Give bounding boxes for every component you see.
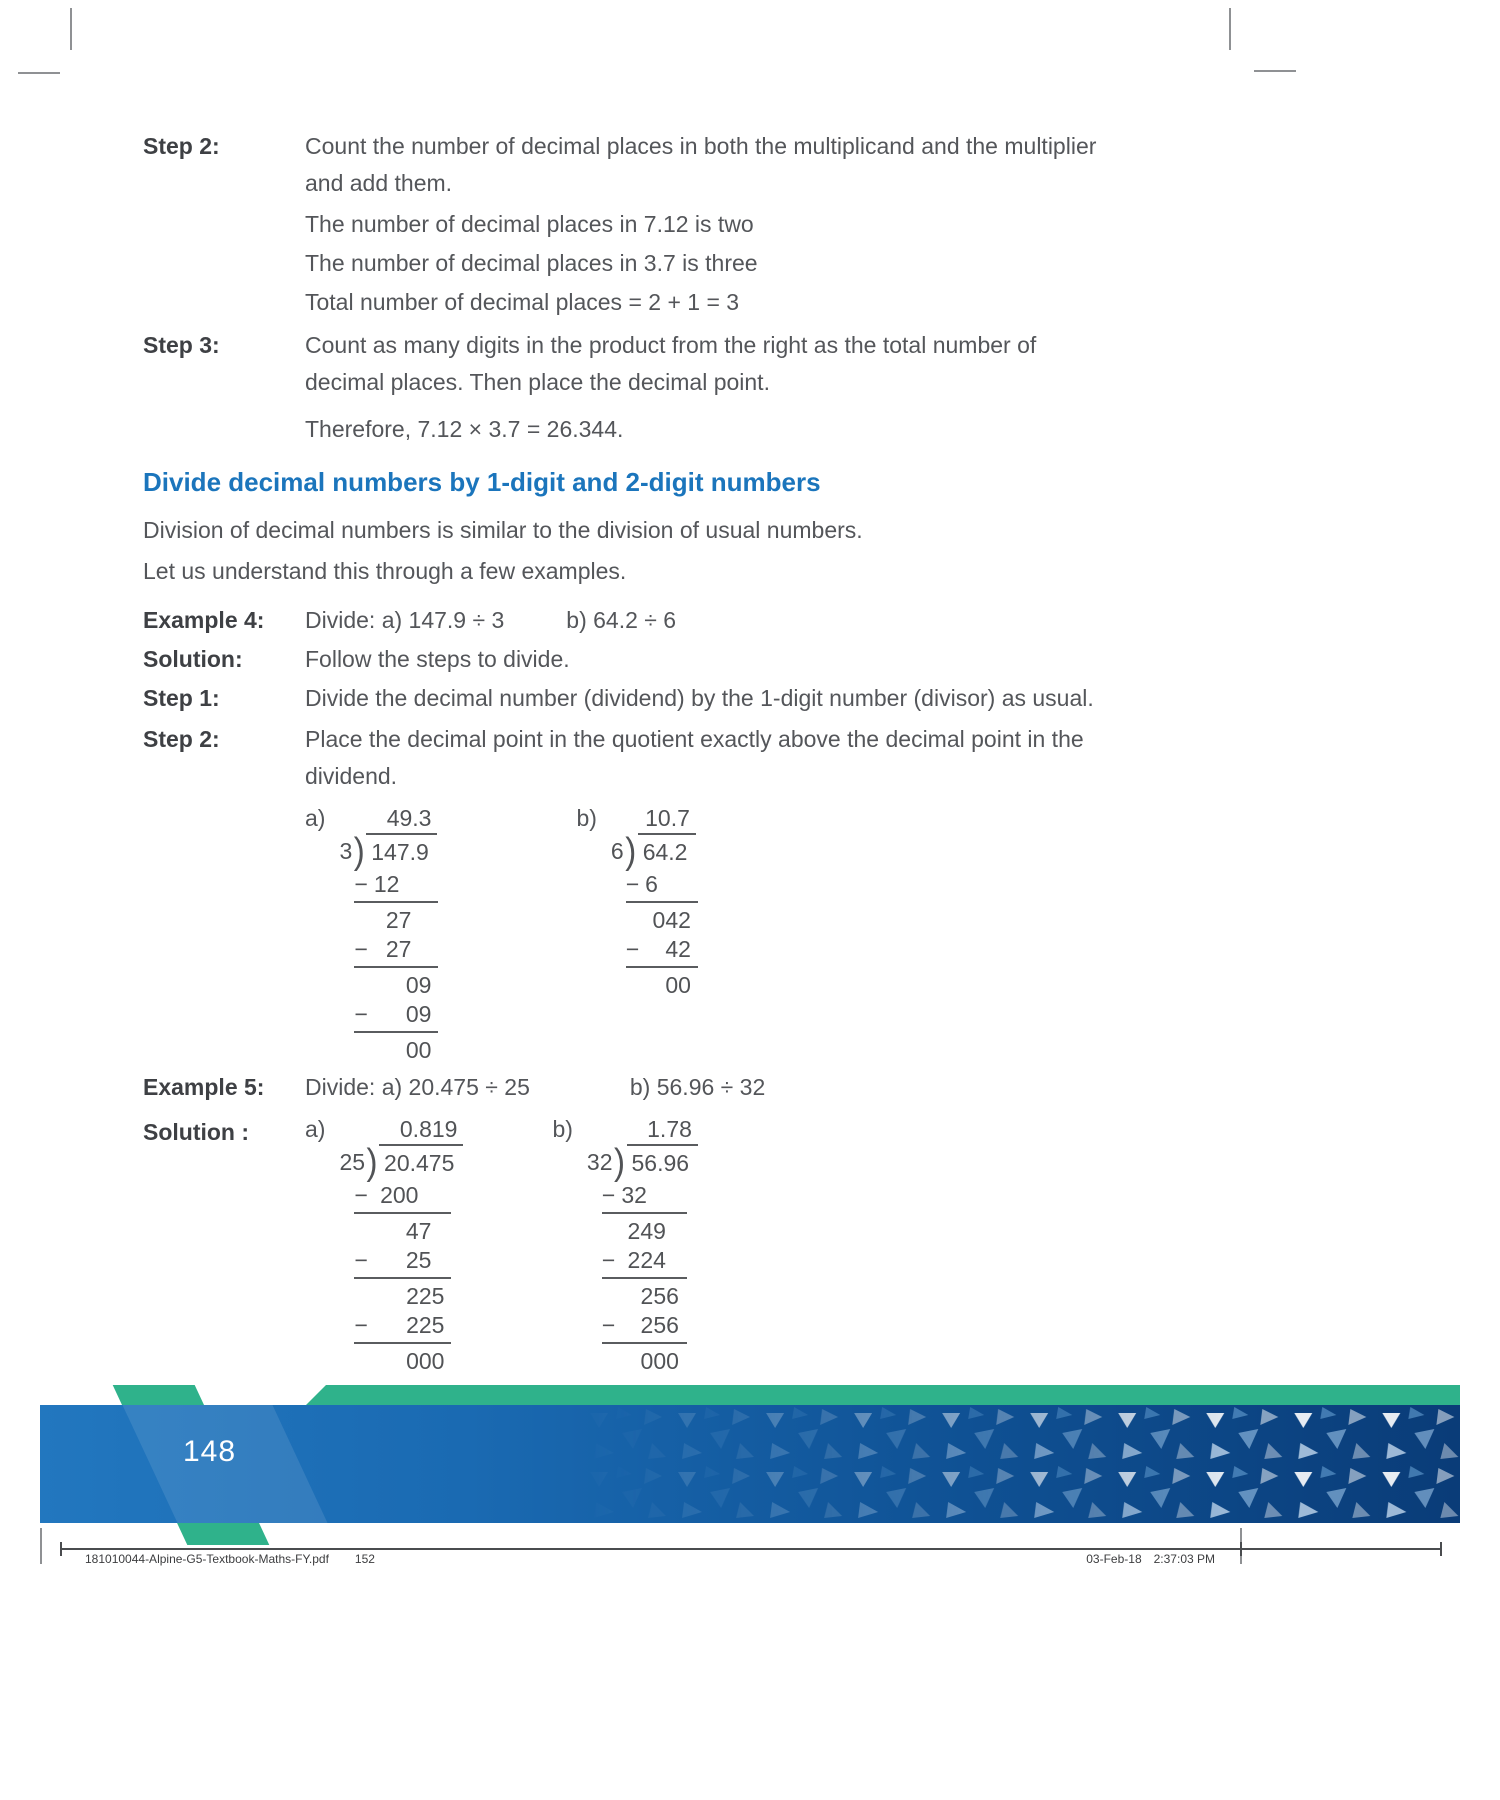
minus-sign: − bbox=[354, 1247, 368, 1273]
item-label-a: a) bbox=[305, 805, 326, 831]
example4-prompt-a: Divide: a) 147.9 ÷ 3 bbox=[305, 607, 505, 633]
long-division-ex5b bbox=[587, 1114, 698, 1376]
division-step1-label: Step 1: bbox=[143, 685, 220, 711]
minus-sign: − bbox=[354, 1182, 368, 1208]
print-time: 2:37:03 PM bbox=[1153, 1552, 1215, 1566]
step-number: 042 bbox=[652, 907, 691, 933]
subtraction-rule bbox=[354, 1031, 438, 1033]
divisor-dividend-row bbox=[610, 829, 698, 872]
solution5-label: Solution : bbox=[143, 1119, 250, 1145]
dividend: 147.9 bbox=[366, 833, 437, 870]
example5-prompt-a: Divide: a) 20.475 ÷ 25 bbox=[305, 1074, 530, 1100]
step2-text: Count the number of decimal places in both the multiplicand and the multiplier and add them. bbox=[305, 133, 1097, 196]
document-page-marker: 152 bbox=[354, 1552, 375, 1566]
example5-label: Example 5: bbox=[143, 1074, 265, 1100]
step-row bbox=[626, 906, 698, 935]
footer-tick bbox=[1440, 1542, 1442, 1556]
quotient: 10.7 bbox=[645, 805, 690, 831]
intro-line-2: Let us understand this through a few examples. bbox=[143, 558, 627, 584]
solution-label: Solution: bbox=[143, 646, 243, 672]
minus-sign: − bbox=[601, 1247, 616, 1273]
step-row bbox=[602, 1347, 687, 1376]
quotient-row bbox=[611, 803, 698, 833]
division-ex4a bbox=[305, 803, 438, 1065]
conclusion: Therefore, 7.12 × 3.7 = 26.344. bbox=[305, 416, 624, 442]
dividend: 64.2 bbox=[638, 833, 696, 870]
division-step2-text: Place the decimal point in the quotient exactly above the decimal point in the dividend. bbox=[305, 726, 1084, 789]
long-division-ex5a bbox=[339, 1114, 463, 1376]
step-row bbox=[354, 1282, 451, 1311]
example5-prompt-b: b) 56.96 ÷ 32 bbox=[629, 1074, 766, 1100]
divisor-dividend-row bbox=[586, 1140, 698, 1183]
quotient: 0.819 bbox=[399, 1116, 458, 1142]
divisor: 32 bbox=[586, 1149, 613, 1175]
crop-mark bbox=[18, 72, 60, 74]
example4-solution-row bbox=[143, 641, 1293, 678]
subtraction-rule bbox=[602, 1277, 687, 1279]
division-bracket-icon: ) bbox=[366, 1140, 378, 1183]
step-row bbox=[354, 1000, 438, 1029]
division-step1-text: Divide the decimal number (dividend) by the 1-digit number (divisor) as usual. bbox=[305, 685, 1094, 711]
example5-divisions bbox=[305, 1114, 698, 1376]
quotient-row bbox=[339, 803, 438, 833]
subtraction-rule bbox=[354, 901, 438, 903]
example5-prompts bbox=[305, 1069, 1293, 1106]
crop-mark bbox=[70, 8, 72, 50]
footer-left-text bbox=[85, 1552, 375, 1566]
step-number: 47 bbox=[405, 1218, 432, 1244]
step-row bbox=[354, 870, 438, 899]
step-row bbox=[626, 935, 698, 964]
step-row bbox=[602, 1181, 687, 1210]
step-number: 000 bbox=[640, 1348, 679, 1374]
page-content bbox=[143, 128, 1293, 1376]
division-step1-row bbox=[143, 680, 1293, 717]
minus-sign: − bbox=[354, 1001, 368, 1027]
step-number: 00 bbox=[665, 972, 691, 998]
step-number: 256 bbox=[640, 1283, 679, 1309]
minus-sign: − bbox=[601, 1312, 616, 1338]
step3-text: Count as many digits in the product from the right as the total number of decimal places. Then place the decimal point. bbox=[305, 332, 1037, 395]
note-line-3: Total number of decimal places = 2 + 1 = 3 bbox=[305, 289, 740, 315]
subtraction-rule bbox=[602, 1212, 687, 1214]
quotient: 49.3 bbox=[386, 805, 432, 831]
subtraction-rule bbox=[354, 1212, 451, 1214]
step-row bbox=[354, 1347, 451, 1376]
division-ex4b bbox=[576, 803, 697, 1065]
triangle-mosaic bbox=[580, 1405, 1460, 1523]
example5-solution-row bbox=[143, 1114, 1293, 1376]
example4-prompts bbox=[305, 602, 1293, 639]
minus-sign: − bbox=[354, 1312, 368, 1338]
division-steps bbox=[354, 870, 438, 1065]
page-number: 148 bbox=[183, 1435, 237, 1468]
division-steps bbox=[626, 870, 698, 1000]
document-filename: 181010044-Alpine-G5-Textbook-Maths-FY.pdf bbox=[85, 1552, 329, 1566]
step-number: 200 bbox=[380, 1182, 419, 1208]
long-division-ex4b bbox=[611, 803, 698, 1000]
step-row bbox=[626, 971, 698, 1000]
step-number: 09 bbox=[405, 1001, 432, 1027]
example5-row bbox=[143, 1069, 1293, 1106]
divisor: 3 bbox=[339, 838, 353, 864]
section-heading: Divide decimal numbers by 1-digit and 2-digit numbers bbox=[143, 467, 821, 497]
step-number: 32 bbox=[621, 1182, 647, 1208]
step-row bbox=[354, 1246, 451, 1275]
step-row bbox=[602, 1246, 687, 1275]
step-number: 249 bbox=[627, 1218, 666, 1244]
subtraction-rule bbox=[602, 1342, 687, 1344]
minus-sign: − bbox=[354, 936, 368, 962]
step-number: 6 bbox=[645, 871, 658, 897]
intro-line-1: Division of decimal numbers is similar to the division of usual numbers. bbox=[143, 517, 863, 543]
step-row bbox=[602, 1311, 687, 1340]
step2-row bbox=[143, 128, 1293, 202]
footer-tick bbox=[60, 1542, 62, 1556]
step-number: 225 bbox=[406, 1283, 445, 1309]
quotient-row bbox=[339, 1114, 463, 1144]
step-row bbox=[354, 906, 438, 935]
step-number: 27 bbox=[385, 907, 412, 933]
subtraction-rule bbox=[354, 1342, 451, 1344]
step-row bbox=[602, 1282, 687, 1311]
item-label-b: b) bbox=[552, 1116, 573, 1142]
step-row bbox=[626, 870, 698, 899]
division-bracket-icon: ) bbox=[625, 829, 637, 872]
step-row bbox=[354, 1217, 451, 1246]
step-number: 000 bbox=[406, 1348, 445, 1374]
crop-mark bbox=[1254, 70, 1296, 72]
subtraction-rule bbox=[354, 966, 438, 968]
subtraction-rule bbox=[626, 966, 698, 968]
divisor: 25 bbox=[339, 1149, 366, 1175]
solution-text: Follow the steps to divide. bbox=[305, 646, 570, 672]
minus-sign: − bbox=[354, 871, 368, 897]
step-row bbox=[602, 1217, 687, 1246]
divisor: 6 bbox=[610, 838, 624, 864]
footer-rule bbox=[60, 1548, 1442, 1550]
step-row bbox=[354, 1181, 451, 1210]
division-steps bbox=[602, 1181, 687, 1376]
division-step2-row bbox=[143, 721, 1293, 795]
example4-label: Example 4: bbox=[143, 607, 265, 633]
step2-label: Step 2: bbox=[143, 133, 220, 159]
note-line-1: The number of decimal places in 7.12 is two bbox=[305, 211, 754, 237]
item-label-b: b) bbox=[576, 805, 597, 831]
example4-row bbox=[143, 602, 1293, 639]
step-number: 00 bbox=[405, 1037, 432, 1063]
step-row bbox=[354, 935, 438, 964]
minus-sign: − bbox=[625, 871, 640, 897]
divisor-dividend-row bbox=[339, 1140, 463, 1183]
step-number: 25 bbox=[405, 1247, 432, 1273]
division-bracket-icon: ) bbox=[614, 1140, 625, 1183]
minus-sign: − bbox=[601, 1182, 616, 1208]
divisor-dividend-row bbox=[339, 829, 438, 872]
dividend: 56.96 bbox=[627, 1144, 698, 1181]
minus-sign: − bbox=[625, 936, 640, 962]
step-number: 224 bbox=[627, 1247, 666, 1273]
step3-row bbox=[143, 327, 1293, 401]
step-number: 42 bbox=[665, 936, 691, 962]
step3-label: Step 3: bbox=[143, 332, 220, 358]
division-bracket-icon: ) bbox=[353, 829, 365, 872]
step-number: 12 bbox=[373, 871, 400, 897]
step-number: 27 bbox=[385, 936, 412, 962]
division-ex5b bbox=[552, 1114, 697, 1376]
division-steps bbox=[354, 1181, 451, 1376]
footer-tick bbox=[1240, 1542, 1242, 1556]
footer-right-text bbox=[1086, 1552, 1215, 1566]
example4-prompt-b: b) 64.2 ÷ 6 bbox=[566, 607, 677, 633]
long-division-ex4a bbox=[339, 803, 438, 1065]
step-number: 09 bbox=[405, 972, 432, 998]
subtraction-rule bbox=[626, 901, 698, 903]
crop-mark bbox=[40, 1528, 42, 1564]
note-line-2: The number of decimal places in 3.7 is three bbox=[305, 250, 758, 276]
step-row bbox=[354, 1311, 451, 1340]
subtraction-rule bbox=[354, 1277, 451, 1279]
step-number: 256 bbox=[640, 1312, 679, 1338]
division-step2-label: Step 2: bbox=[143, 726, 220, 752]
item-label-a: a) bbox=[305, 1116, 326, 1142]
example4-divisions bbox=[305, 803, 1293, 1065]
step-number: 225 bbox=[406, 1312, 445, 1338]
step-row bbox=[354, 1036, 438, 1065]
quotient-row bbox=[587, 1114, 698, 1144]
footer-band bbox=[40, 1405, 1460, 1523]
dividend: 20.475 bbox=[379, 1144, 463, 1181]
print-date: 03-Feb-18 bbox=[1086, 1552, 1142, 1566]
quotient: 1.78 bbox=[647, 1116, 692, 1142]
division-ex5a bbox=[305, 1114, 463, 1376]
crop-mark bbox=[1229, 8, 1231, 50]
step-row bbox=[354, 971, 438, 1000]
